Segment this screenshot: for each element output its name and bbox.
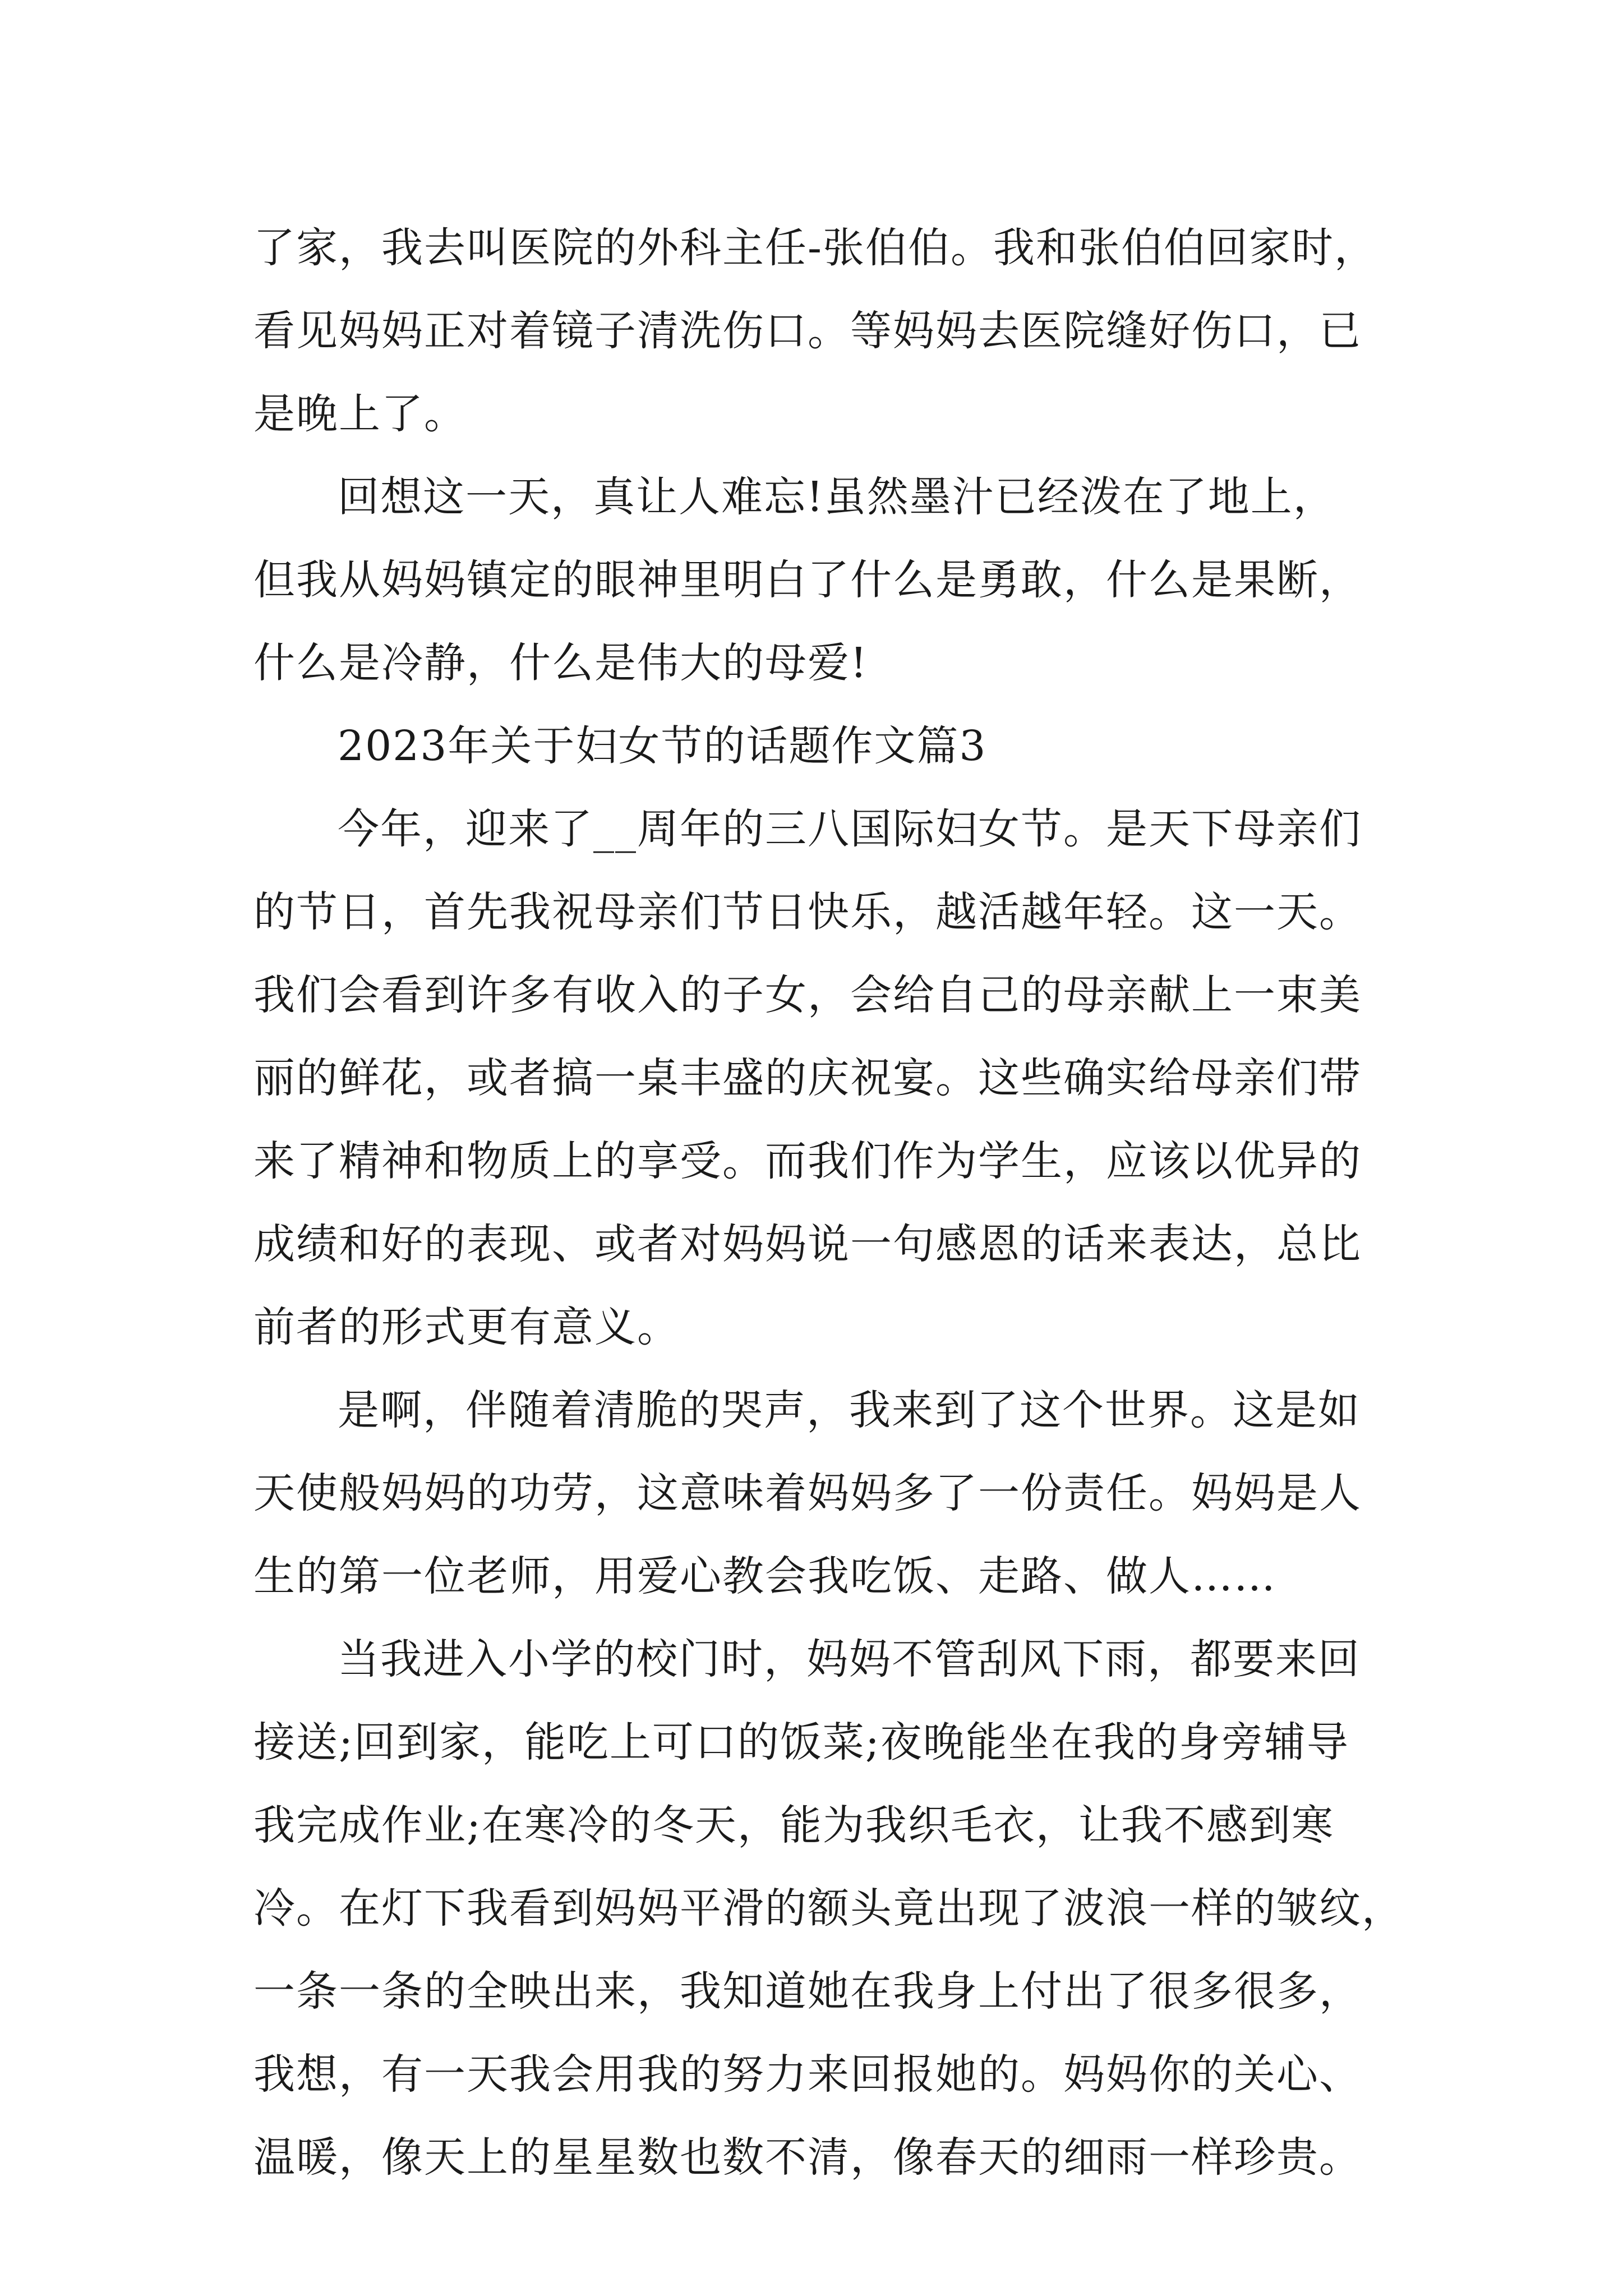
text-line: 接送;回到家，能吃上可口的饭菜;夜晚能坐在我的身旁辅导 xyxy=(253,1718,1349,1766)
text-line: 当我进入小学的校门时，妈妈不管刮风下雨，都要来回 xyxy=(338,1635,1361,1683)
text-line: 温暖，像天上的星星数也数不清，像春天的细雨一样珍贵。 xyxy=(253,2133,1362,2182)
text-line: 我完成作业;在寒冷的冬天，能为我织毛衣，让我不感到寒 xyxy=(253,1801,1334,1849)
text-line: 回想这一天，真让人难忘!虽然墨汁已经泼在了地上， xyxy=(338,473,1336,521)
text-line: 我们会看到许多有收入的子女，会给自己的母亲献上一束美 xyxy=(253,971,1362,1019)
text-line: 但我从妈妈镇定的眼神里明白了什么是勇敢，什么是果断， xyxy=(253,556,1362,604)
section-heading xyxy=(253,705,1414,788)
text-line: 天使般妈妈的功劳，这意味着妈妈多了一份责任。妈妈是人 xyxy=(253,1469,1362,1517)
text-line: 丽的鲜花，或者搞一桌丰盛的庆祝宴。这些确实给母亲们带 xyxy=(253,1054,1362,1102)
paragraph-continuation xyxy=(253,206,1414,455)
heading-line: 2023年关于妇女节的话题作文篇3 xyxy=(338,722,987,770)
text-line: 成绩和好的表现、或者对妈妈说一句感恩的话来表达，总比 xyxy=(253,1220,1362,1268)
text-line: 生的第一位老师，用爱心教会我吃饭、走路、做人…… xyxy=(253,1552,1276,1600)
text-line: 看见妈妈正对着镜子清洗伤口。等妈妈去医院缝好伤口，已 xyxy=(253,307,1362,355)
text-line: 冷。在灯下我看到妈妈平滑的额头竟出现了波浪一样的皱纹， xyxy=(253,1884,1404,1932)
paragraph-intro xyxy=(253,788,1414,1369)
text-line: 今年，迎来了__周年的三八国际妇女节。是天下母亲们 xyxy=(338,805,1362,853)
text-line: 是啊，伴随着清脆的哭声，我来到了这个世界。这是如 xyxy=(338,1386,1361,1434)
text-line: 前者的形式更有意义。 xyxy=(253,1303,680,1351)
paragraph-school xyxy=(253,1618,1414,2199)
text-line: 的节日，首先我祝母亲们节日快乐，越活越年轻。这一天。 xyxy=(253,888,1362,936)
text-line: 了家，我去叫医院的外科主任-张伯伯。我和张伯伯回家时， xyxy=(253,224,1377,272)
text-line: 是晚上了。 xyxy=(253,390,467,438)
paragraph-reflection xyxy=(253,455,1414,705)
text-line: 什么是冷静，什么是伟大的母爱! xyxy=(253,639,868,687)
text-line: 我想，有一天我会用我的努力来回报她的。妈妈你的关心、 xyxy=(253,2050,1362,2099)
text-line: 来了精神和物质上的享受。而我们作为学生，应该以优异的 xyxy=(253,1137,1362,1185)
document-body xyxy=(253,206,1414,2199)
paragraph-birth xyxy=(253,1369,1414,1618)
text-line: 一条一条的全映出来，我知道她在我身上付出了很多很多， xyxy=(253,1967,1362,2016)
